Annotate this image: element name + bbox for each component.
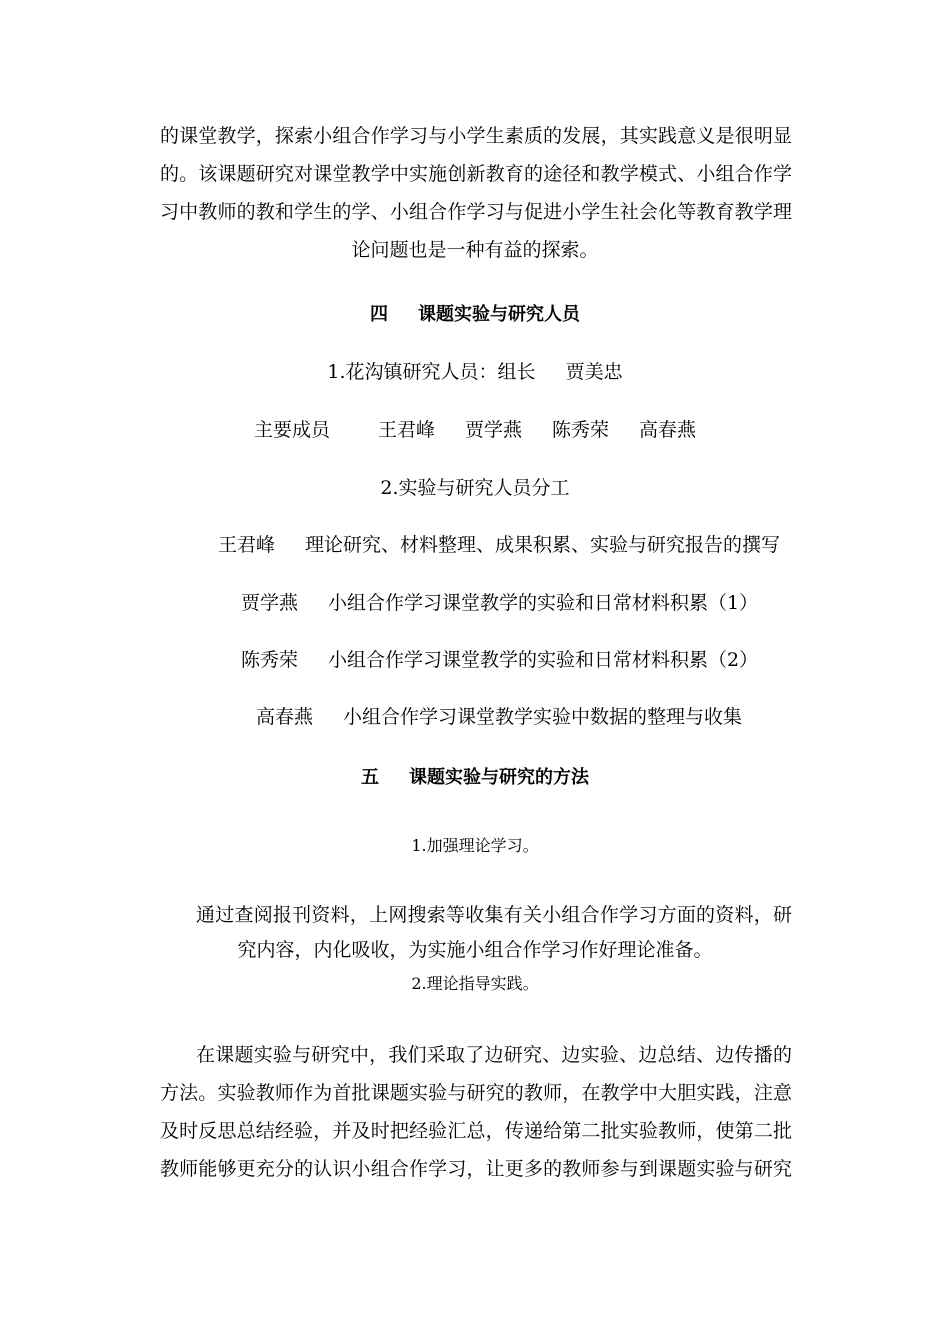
item-2-text-line-2: 方法。实验教师作为首批课题实验与研究的教师，在教学中大胆实践，注意 [160,1082,792,1104]
duty-name: 高春燕 [256,706,314,728]
section-5-heading [0,764,950,792]
item-2-text-line-4: 教师能够更充分的认识小组合作学习，让更多的教师参与到课题实验与研究 [160,1158,792,1180]
intro-line-4: 论问题也是一种有益的探索。 [351,239,599,261]
duty-task: 小组合作学习课堂教学的实验和日常材料积累（2） [328,649,759,671]
intro-line-1: 的课堂教学，探索小组合作学习与小学生素质的发展，其实践意义是很明显 [160,125,792,147]
section-5-item-1-label: 1.加强理论学习。 [411,836,539,855]
member-name: 陈秀荣 [552,419,610,441]
section-4-title: 课题实验与研究人员 [418,304,580,325]
duty-task: 小组合作学习课堂教学的实验和日常材料积累（1） [328,592,759,614]
item-1-label: 1.花沟镇研究人员：组长 [327,361,536,383]
members-label: 主要成员 [253,419,330,441]
member-name: 高春燕 [639,419,697,441]
duty-task: 理论研究、材料整理、成果积累、实验与研究报告的撰写 [305,534,781,556]
intro-line-2: 的。该课题研究对课堂教学中实施创新教育的途径和教学模式、小组合作学 [160,163,792,185]
members-row [0,416,950,444]
item-1-text-line-2: 究内容，内化吸收，为实施小组合作学习作好理论准备。 [237,939,713,961]
duty-name: 陈秀荣 [241,649,299,671]
duty-row [256,703,742,731]
intro-line-3: 习中教师的教和学生的学、小组合作学习与促进小学生社会化等教育教学理 [160,201,792,223]
section-5-number: 五 [361,767,379,788]
duty-row [241,646,758,674]
item-2-text-line-1: 在课题实验与研究中，我们采取了边研究、边实验、边总结、边传播的 [196,1044,792,1066]
duty-name: 王君峰 [218,534,276,556]
section-4-item-2: 2.实验与研究人员分工 [380,477,570,499]
section-4-number: 四 [370,304,388,325]
duty-row [241,589,758,617]
duty-name: 贾学燕 [241,592,299,614]
item-2-text-line-3: 及时反思总结经验，并及时把经验汇总，传递给第二批实验教师，使第二批 [160,1120,792,1142]
section-5-title: 课题实验与研究的方法 [409,767,589,788]
duty-task: 小组合作学习课堂教学实验中数据的整理与收集 [343,706,743,728]
section-4-heading [0,301,950,329]
item-1-text-line-1: 通过查阅报刊资料，上网搜索等收集有关小组合作学习方面的资料，研 [196,904,792,926]
member-name: 王君峰 [377,419,435,441]
member-name: 贾学燕 [464,419,522,441]
section-4-item-1 [0,358,950,386]
section-5-item-2-label: 2.理论指导实践。 [411,974,539,993]
leader-name: 贾美忠 [565,361,623,383]
duty-row [218,531,780,559]
